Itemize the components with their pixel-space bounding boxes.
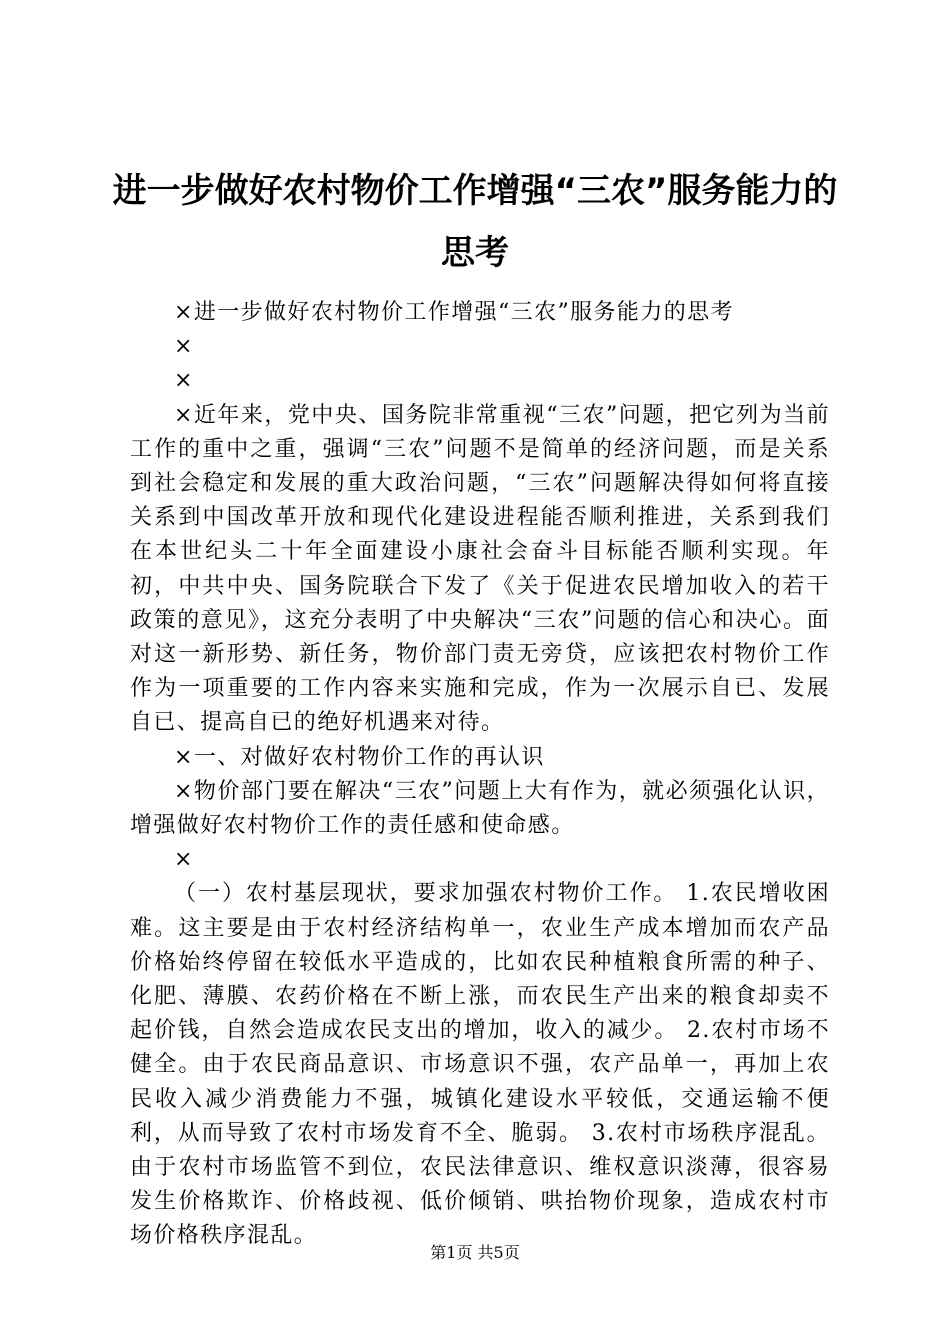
paragraph: × [174,334,194,360]
document-body [130,296,830,1254]
paragraph: ×物价部门要在解决“三农”问题上大有作为，就必须强化认识，增强做好农村物价工作的责任感和使命感。 [130,778,830,839]
paragraph: × [174,847,194,873]
page-number-footer: 第1页 共5页 [430,1243,520,1262]
paragraph: ×近年来，党中央、国务院非常重视“三农”问题，把它列为当前工作的重中之重，强调“三农”问题不是简单的经济问题，而是关系到社会稳定和发展的重大政治问题，“三农”问题解决得如何将直接关系到中国改革开放和现代化建设进程能否顺利推进，关系到我们在本世纪头二十年全面建设小康社会奋斗目标能否顺利实现。年初，中共中央、国务院联合下发了《关于促进农民增加收入的若干政策的意见》，这充分表明了中央解决“三农”问题的信心和决心。面对这一新形势、新任务，物价部门责无旁贷，应该把农村物价工作作为一项重要的工作内容来实施和完成，作为一次展示自已、发展自已、提高自已的绝好机遇来对待。 [130,402,830,736]
paragraph: （一）农村基层现状，要求加强农村物价工作。 1.农民增收困难。这主要是由于农村经济结构单一，农业生产成本增加而农产品价格始终停留在较低水平造成的，比如农民种植粮食所需的种子、化肥、薄膜、农药价格在不断上涨，而农民生产出来的粮食却卖不起价钱，自然会造成农民支出的增加，收入的减少。 2.农村市场不健全。由于农民商品意识、市场意识不强，农产品单一，再加上农民收入减少消费能力不强，城镇化建设水平较低，交通运输不便利，从而导致了农村市场发育不全、脆弱。 3.农村市场秩序混乱。由于农村市场监管不到位，农民法律意识、维权意识淡薄，很容易发生价格欺诈、价格歧视、低价倾销、哄抬物价现象，造成农村市场价格秩序混乱。 [130,881,830,1249]
paragraph: × [174,368,194,394]
document-title: 进一步做好农村物价工作增强“三农”服务能力的思考 [112,171,838,273]
section-heading: ×一、对做好农村物价工作的再认识 [174,744,545,770]
paragraph: ×进一步做好农村物价工作增强“三农”服务能力的思考 [174,300,734,325]
